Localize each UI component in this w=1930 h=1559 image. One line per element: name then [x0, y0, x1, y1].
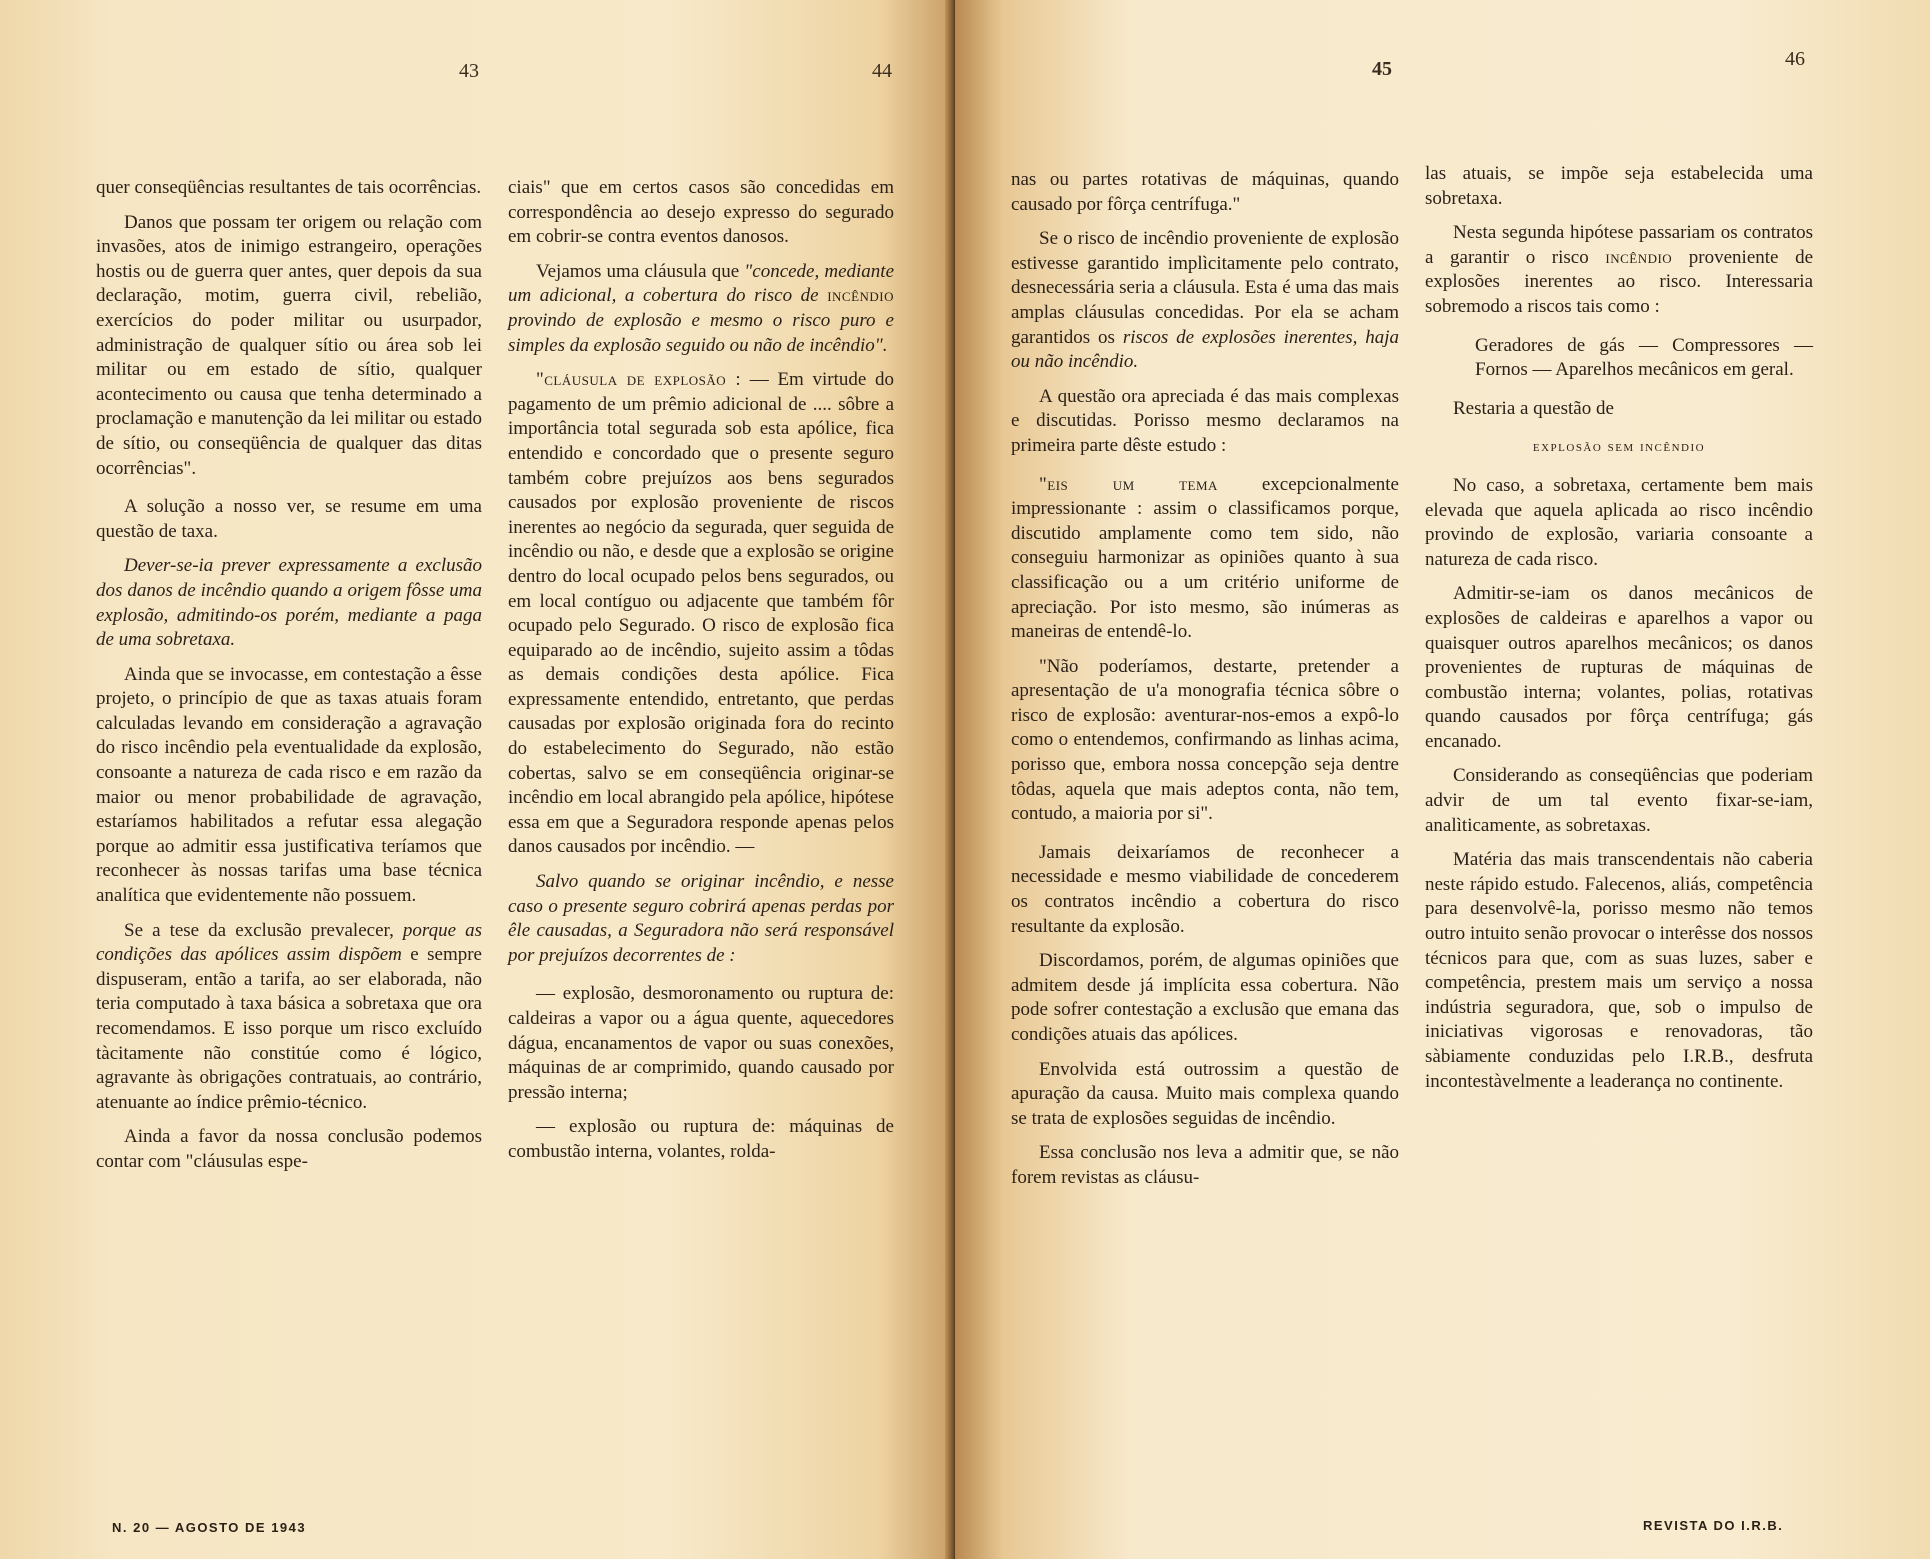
- paragraph: Matéria das mais transcendentais não caberia neste rápido estudo. Falecenos, aliás, competência para desenvolvê-la, porisso mesmo não temos outro intuito senão provocar o interêsse dos nossos técnicos para que, com as suas luzes, saber e competência, prestem mais um serviço a nossa indústria seguradora, que, sob o impulso de iniciativas vigorosas e renovadoras, tão sàbiamente conduzidas pelo I.R.B., desfruta incontestàvelmente a leaderança no continente.: [1425, 849, 1813, 1092]
- right-page: [955, 0, 1930, 1559]
- text-run: proveniente de explosões inerentes ao risco. Interessaria sobremodo a riscos tais como :: [1425, 246, 1814, 317]
- column-page-43: [96, 176, 482, 1185]
- paragraph: [1425, 221, 1813, 319]
- footer-journal: REVISTA DO I.R.B.: [1643, 1518, 1784, 1533]
- text-run: Vejamos uma cláusula que: [536, 260, 740, 282]
- paragraph: [1011, 473, 1399, 645]
- text-run-smallcaps: "eis um tema: [1039, 473, 1218, 495]
- text-run-italic: "concede, mediante um adicional, a cobertura do risco de: [508, 260, 894, 307]
- paragraph-italic: Salvo quando se originar incêndio, e nesse caso o presente seguro cobrirá apenas perdas por êle causadas, a Seguradora não será responsável por prejuízos decorrentes de :: [508, 871, 894, 966]
- clause-paragraph: [508, 368, 894, 860]
- section-heading: explosão sem incêndio: [1532, 439, 1706, 456]
- text-run: Se a tese da exclusão prevalecer,: [124, 919, 394, 941]
- text-run-smallcaps: incêndio: [827, 285, 895, 307]
- text-run: — Em virtude do pagamento de um prêmio adicional de .... sôbre a importância total segurada sob esta apólice, fica entendido e concordado que o presente seguro também cobre prejuízos aos bens segurados causados por explosão proveniente de riscos inerentes ao negócio da segurada, quer seguida de incêndio ou não, e desde que a explosão se origine dentro do local ocupado pelos bens segurados, ou em local contíguo ou adjacente que também fôr ocupado pelo Segurado. O risco de explosão fica equiparado ao de incêndio, sujeito assim a tôdas as demais condições desta apólice. Fica expressamente entendido, entretanto, que perdas causadas por explosão originada fora do recinto do estabelecimento do Segurado, não estão cobertas, salvo se em conseqüência originar-se incêndio em local abrangido pela apólice, hipótese essa em que a Seguradora responde apenas pelos danos causados por incêndio. —: [508, 369, 894, 858]
- paragraph: quer conseqüências resultantes de tais ocorrências.: [96, 177, 482, 198]
- paragraph: Ainda que se invocasse, em contestação a êsse projeto, o princípio de que as taxas atuais foram calculadas levando em consideração a agravação do risco incêndio pela eventualidade da explosão, consoante a natureza de cada risco e em razão da maior ou menor probabilidade de agravação, estaríamos habilitados a refutar essa alegação porque ao admitir essa justificativa teríamos que reconhecer às nossas tarifas uma base técnica analítica que evidentemente não possuem.: [96, 663, 482, 907]
- paragraph: Ainda a favor da nossa conclusão podemos contar com "cláusulas espe-: [96, 1126, 482, 1172]
- paragraph: ciais" que em certos casos são concedidas em correspondência ao desejo expresso do segurado em cobrir-se contra eventos danosos.: [508, 177, 894, 248]
- page-number-46: 46: [1785, 48, 1805, 70]
- paragraph: las atuais, se impõe seja estabelecida uma sobretaxa.: [1425, 163, 1813, 209]
- paragraph-italic: Dever-se-ia prever expressamente a exclusão dos danos de incêndio quando a origem fôsse uma explosão, admitindo-os porém, mediante a paga de uma sobretaxa.: [96, 555, 482, 651]
- paragraph: Restaria a questão de: [1453, 397, 1614, 419]
- text-run-smallcaps: incêndio: [1605, 246, 1673, 268]
- paragraph: [1011, 227, 1399, 375]
- text-run: e sempre dispuseram, então a tarifa, ao ser elaborada, não teria computado à taxa básica a sobretaxa que ora recomendamos. E isso porque um risco excluído tàcitamente não constitúe como é lógico, agravante às obrigações contratuais, ao contrário, atenuante ao índice prêmio-técnico.: [96, 944, 482, 1113]
- page-number-43: 43: [459, 60, 479, 82]
- risk-list: Geradores de gás — Compressores — Fornos — Aparelhos mecânicos em geral.: [1475, 334, 1813, 381]
- column-page-44: [508, 176, 894, 1175]
- column-page-46: [1425, 162, 1813, 1104]
- paragraph: [508, 260, 894, 358]
- paragraph: nas ou partes rotativas de máquinas, quando causado por fôrça centrífuga.": [1011, 169, 1399, 215]
- paragraph: "Não poderíamos, destarte, pretender a apresentação de u'a monografia técnica sôbre o risco de explosão: aventurar-nos-emos a expô-lo como o entendemos, confirmando as linhas acima, porisso que, embora nossa concepção seja dentre tôdas, aquela que mais adeptos conta, não tem, contudo, a maioria por si".: [1011, 655, 1399, 825]
- paragraph: Envolvida está outrossim a questão de apuração da causa. Muito mais complexa quando se trata de explosões seguidas de incêndio.: [1011, 1058, 1399, 1129]
- paragraph: Discordamos, porém, de algumas opiniões que admitem desde já implícita essa cobertura. Não pode sofrer contestação a exclusão que emana das condições atuais das apólices.: [1011, 950, 1399, 1045]
- text-run-italic: riscos de explosões inerentes, haja ou não incêndio.: [1011, 326, 1399, 373]
- text-run: excepcionalmente impressionante : assim o classificamos porque, discutido amplamente como tem sido, não conseguiu harmonizar as opiniões quanto à sua classificação ou a um critério uniforme de apreciação. Por isto mesmo, são inúmeras as maneiras de entendê-lo.: [1011, 473, 1399, 643]
- left-page: [0, 0, 955, 1559]
- paragraph: Danos que possam ter origem ou relação com invasões, atos de inimigo estrangeiro, operações hostis ou de guerra quer antes, quer depois da sua declaração, motim, guerra civil, rebelião, exercícios do poder militar ou usurpador, administração de qualquer sítio ou área sob lei militar ou em estado de sítio, qualquer acontecimento ou causa que tenha determinado a proclamação e manutenção da lei militar ou estado de sítio, ou conseqüência de qualquer das ditas ocorrências".: [96, 211, 482, 479]
- paragraph: No caso, a sobretaxa, certamente bem mais elevada que aquela aplicada ao risco incêndio provindo de explosão, variaria consoante a natureza de cada risco.: [1425, 474, 1813, 570]
- paragraph: — explosão ou ruptura de: máquinas de combustão interna, volantes, rolda-: [508, 1116, 894, 1162]
- paragraph: A solução a nosso ver, se resume em uma questão de taxa.: [96, 496, 482, 542]
- paragraph: Jamais deixaríamos de reconhecer a necessidade e mesmo viabilidade de concederem os contratos incêndio a cobertura do risco resultante da explosão.: [1011, 841, 1399, 937]
- text-run-italic: porque as condições das apólices assim dispõem: [96, 919, 482, 966]
- paragraph: A questão ora apreciada é das mais complexas e discutidas. Porisso mesmo declaramos na primeira parte dêste estudo :: [1011, 385, 1399, 456]
- paragraph: — explosão, desmoronamento ou ruptura de: caldeiras a vapor ou a água quente, aquecedores dágua, encanamentos de vapor ou suas conexões, máquinas de ar comprimido, quando causado por pressão interna;: [508, 983, 894, 1103]
- text-run-italic: provindo de explosão e mesmo o risco puro e simples da explosão seguido ou não de incêndio".: [508, 309, 894, 356]
- clause-title: "cláusula de explosão :: [536, 369, 742, 391]
- column-page-45: [1011, 168, 1399, 1201]
- page-number-45: 45: [1372, 58, 1392, 80]
- paragraph: [96, 919, 482, 1116]
- paragraph: Considerando as conseqüências que poderiam advir de um tal evento fixar-se-iam, analìticamente, as sobretaxas.: [1425, 765, 1813, 836]
- paragraph: Essa conclusão nos leva a admitir que, se não forem revistas as cláusu-: [1011, 1142, 1399, 1188]
- paragraph: Admitir-se-iam os danos mecânicos de explosões de caldeiras e aparelhos a vapor ou quaisquer outros aparelhos mecânicos; os danos provenientes de rupturas de máquinas de combustão interna; volantes, polias, rotativas quando causados por fôrça centrífuga; gás encanado.: [1425, 583, 1813, 752]
- text-run: Nesta segunda hipótese passariam os contratos a garantir o risco: [1425, 222, 1813, 268]
- page-number-44: 44: [872, 60, 892, 82]
- text-run: Se o risco de incêndio proveniente de explosão estivesse garantido implìcitamente pelo contrato, desnecessária seria a cláusula. Esta é uma das mais amplas cláusulas concedidas. Por ela se acham garantidos os: [1011, 228, 1399, 348]
- footer-issue: N. 20 — AGOSTO DE 1943: [112, 1520, 307, 1535]
